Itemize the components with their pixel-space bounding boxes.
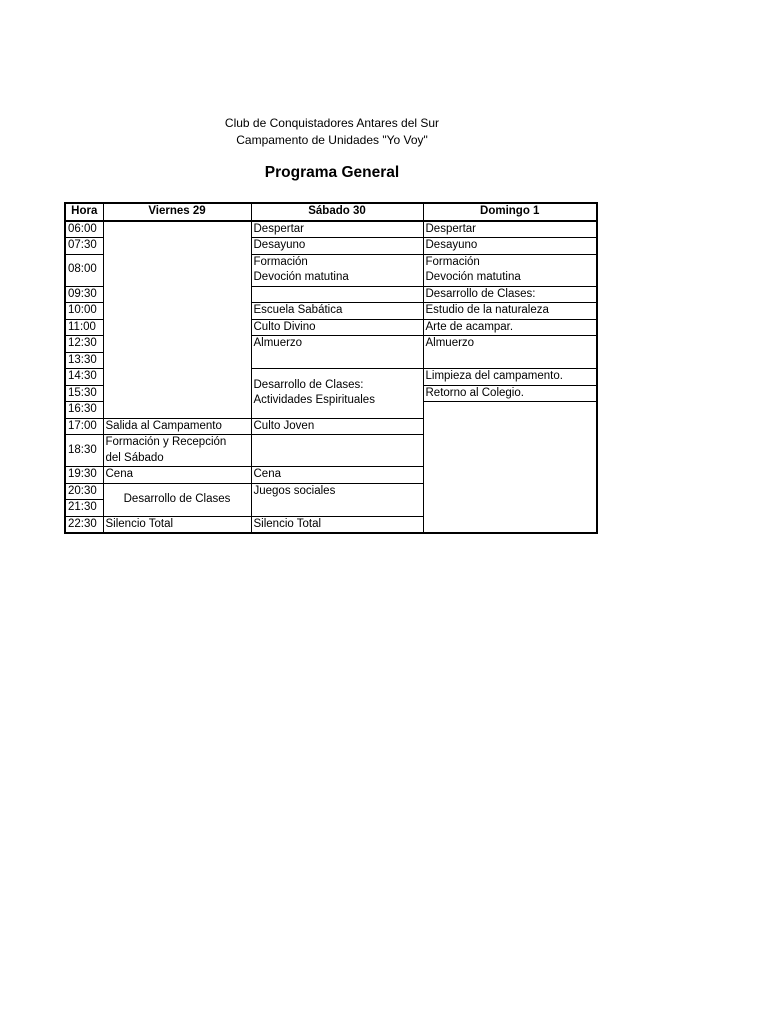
time-cell: 19:30 xyxy=(65,467,103,484)
viernes-cell: Cena xyxy=(103,467,251,484)
sabado-cell xyxy=(251,254,423,286)
sabado-empty-cell xyxy=(251,286,423,303)
domingo-cell: Desarrollo de Clases: xyxy=(423,286,597,303)
time-cell: 09:30 xyxy=(65,286,103,303)
sabado-cell: Despertar xyxy=(251,221,423,238)
header-row xyxy=(65,203,597,221)
domingo-cell: Despertar xyxy=(423,221,597,238)
schedule-table xyxy=(64,202,598,534)
viernes-cell: Silencio Total xyxy=(103,516,251,533)
sabado-cell: Juegos sociales xyxy=(251,483,423,516)
cell-line: del Sábado xyxy=(105,451,164,464)
sabado-cell xyxy=(251,369,423,419)
time-cell: 21:30 xyxy=(65,500,103,517)
domingo-cell: Almuerzo xyxy=(423,336,597,369)
club-name: Club de Conquistadores Antares del Sur xyxy=(224,116,440,130)
viernes-cell xyxy=(103,435,251,467)
col-sabado: Sábado 30 xyxy=(251,203,423,221)
time-cell: 12:30 xyxy=(65,336,103,353)
sabado-cell: Culto Joven xyxy=(251,418,423,435)
viernes-empty-cell xyxy=(103,221,251,419)
domingo-cell: Estudio de la naturaleza xyxy=(423,303,597,320)
cell-line: Formación xyxy=(425,255,480,268)
col-hora: Hora xyxy=(65,203,103,221)
time-cell: 22:30 xyxy=(65,516,103,533)
domingo-cell: Limpieza del campamento. xyxy=(423,369,597,386)
time-cell: 13:30 xyxy=(65,352,103,369)
cell-line: Desarrollo de Clases: xyxy=(253,378,364,391)
table-row xyxy=(65,221,597,238)
cell-line: Formación xyxy=(253,255,308,268)
col-viernes: Viernes 29 xyxy=(103,203,251,221)
time-cell: 11:00 xyxy=(65,319,103,336)
domingo-cell xyxy=(423,254,597,286)
time-cell: 15:30 xyxy=(65,385,103,402)
time-cell: 08:00 xyxy=(65,254,103,286)
time-cell: 17:00 xyxy=(65,418,103,435)
cell-line: Devoción matutina xyxy=(253,271,349,283)
domingo-cell: Desayuno xyxy=(423,238,597,255)
sabado-cell: Cena xyxy=(251,467,423,484)
event-name: Campamento de Unidades "Yo Voy" xyxy=(236,133,428,147)
viernes-cell: Desarrollo de Clases xyxy=(103,483,251,516)
domingo-empty-cell xyxy=(423,402,597,534)
sabado-empty-cell xyxy=(251,435,423,467)
sabado-cell: Almuerzo xyxy=(251,336,423,369)
sabado-cell: Culto Divino xyxy=(251,319,423,336)
time-cell: 07:30 xyxy=(65,238,103,255)
sabado-cell: Escuela Sabática xyxy=(251,303,423,320)
cell-line: Actividades Espirituales xyxy=(253,394,375,407)
viernes-cell: Salida al Campamento xyxy=(103,418,251,435)
time-cell: 06:00 xyxy=(65,221,103,238)
domingo-cell: Retorno al Colegio. xyxy=(423,385,597,402)
time-cell: 10:00 xyxy=(65,303,103,320)
sabado-cell: Silencio Total xyxy=(251,516,423,533)
time-cell: 16:30 xyxy=(65,402,103,419)
time-cell: 14:30 xyxy=(65,369,103,386)
sabado-cell: Desayuno xyxy=(251,238,423,255)
cell-line: Formación y Recepción xyxy=(105,436,227,448)
domingo-cell: Arte de acampar. xyxy=(423,319,597,336)
time-cell: 18:30 xyxy=(65,435,103,467)
time-cell: 20:30 xyxy=(65,483,103,500)
page-title: Programa General xyxy=(264,164,400,181)
cell-line: Devoción matutina xyxy=(425,271,521,283)
col-domingo: Domingo 1 xyxy=(423,203,597,221)
